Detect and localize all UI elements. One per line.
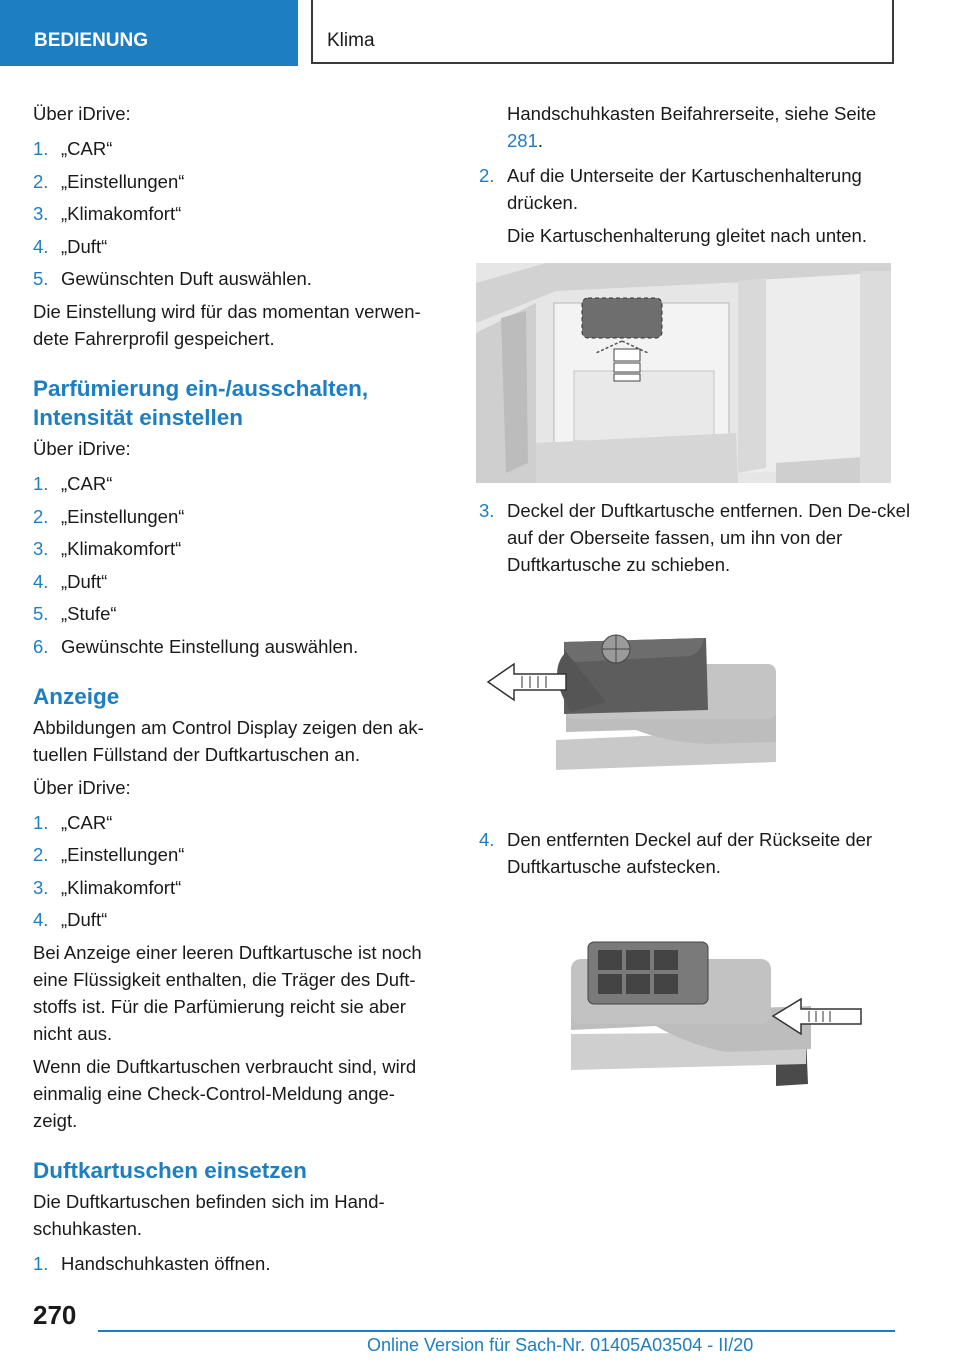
step-list bbox=[479, 497, 915, 578]
section-heading: Anzeige bbox=[33, 683, 120, 709]
step-list bbox=[33, 470, 438, 660]
paragraph: Wenn die Duftkartuschen verbraucht sind, wird einmalig eine Check-Control-Meldung ange-zeigt. bbox=[33, 1056, 417, 1131]
paragraph: Über iDrive: bbox=[33, 438, 131, 459]
list-item: 2. „Einstellungen“ bbox=[33, 844, 185, 865]
list-item: 4. „Duft“ bbox=[33, 235, 108, 257]
page-header bbox=[0, 0, 960, 66]
cartridge-cover-attach-figure bbox=[476, 894, 891, 1124]
list-item: 3. „Klimakomfort“ bbox=[33, 876, 182, 898]
list-item: 3. „Klimakomfort“ bbox=[33, 203, 182, 224]
step-list bbox=[33, 135, 438, 292]
step-list bbox=[33, 1250, 438, 1277]
step-list bbox=[479, 826, 915, 880]
paragraph: Über iDrive: bbox=[33, 103, 131, 124]
list-item: 2. Auf die Unterseite der Kartuschenhalterung drücken. bbox=[479, 165, 862, 213]
footer-online-version: Online Version für Sach-Nr. 01405A03504 - II/20 bbox=[367, 1335, 754, 1355]
list-item: 4. „Duft“ bbox=[33, 570, 108, 592]
paragraph: Abbildungen am Control Display zeigen den ak-tuellen Füllstand der Duftkartuschen an. bbox=[33, 716, 424, 765]
page-number: 270 bbox=[33, 1300, 77, 1330]
list-item: 2. „Einstellungen“ bbox=[33, 170, 185, 192]
list-item: 1. „CAR“ bbox=[33, 138, 113, 159]
cartridge-cover-removal-figure bbox=[476, 592, 891, 812]
paragraph: Über iDrive: bbox=[33, 776, 131, 798]
list-item: 2. „Einstellungen“ bbox=[33, 505, 185, 527]
paragraph: Die Einstellung wird für das momentan verwen-dete Fahrerprofil gespeichert. bbox=[33, 301, 421, 349]
list-item: 4. Den entfernten Deckel auf der Rückseite der Duftkartusche aufstecken. bbox=[479, 829, 873, 877]
chapter-title: Klima bbox=[311, 0, 894, 64]
list-continuation: Handschuhkasten Beifahrerseite, siehe Seite 281. bbox=[507, 103, 877, 151]
paragraph: Die Kartuschenhalterung gleitet nach unten. bbox=[507, 225, 867, 246]
list-item: 1. Handschuhkasten öffnen. bbox=[33, 1253, 271, 1274]
page-link[interactable]: 281 bbox=[507, 130, 538, 151]
left-column bbox=[33, 100, 438, 1283]
paragraph: Bei Anzeige einer leeren Duftkartusche ist noch eine Flüssigkeit enthalten, die Träger des Duft-stoffs ist. Für die Parfümierung reicht sie aber nicht aus. bbox=[33, 942, 422, 1044]
list-item: 6. Gewünschte Einstellung auswählen. bbox=[33, 635, 359, 657]
list-item: 3. Deckel der Duftkartusche entfernen. Den De-ckel auf der Oberseite fassen, um ihn von der Duftkartusche zu schieben. bbox=[479, 500, 911, 575]
section-heading: Parfümierung ein-/ausschalten, Intensität einstellen bbox=[33, 376, 369, 430]
glovebox-figure bbox=[476, 263, 891, 483]
list-item: 5. Gewünschten Duft auswählen. bbox=[33, 268, 312, 289]
paragraph: Die Duftkartuschen befinden sich im Hand-schuhkasten. bbox=[33, 1191, 385, 1239]
section-heading: Duftkartuschen einsetzen bbox=[33, 1158, 307, 1183]
list-item: 5. „Stufe“ bbox=[33, 603, 117, 624]
section-label: BEDIENUNG bbox=[0, 0, 298, 66]
list-item: 4. „Duft“ bbox=[33, 909, 108, 930]
footer-divider bbox=[98, 1330, 895, 1332]
step-list bbox=[479, 162, 915, 216]
right-column bbox=[479, 100, 915, 1138]
list-item: 1. „CAR“ bbox=[33, 473, 113, 494]
list-item: 1. „CAR“ bbox=[33, 811, 113, 833]
list-item: 3. „Klimakomfort“ bbox=[33, 538, 182, 559]
step-list bbox=[33, 809, 438, 934]
